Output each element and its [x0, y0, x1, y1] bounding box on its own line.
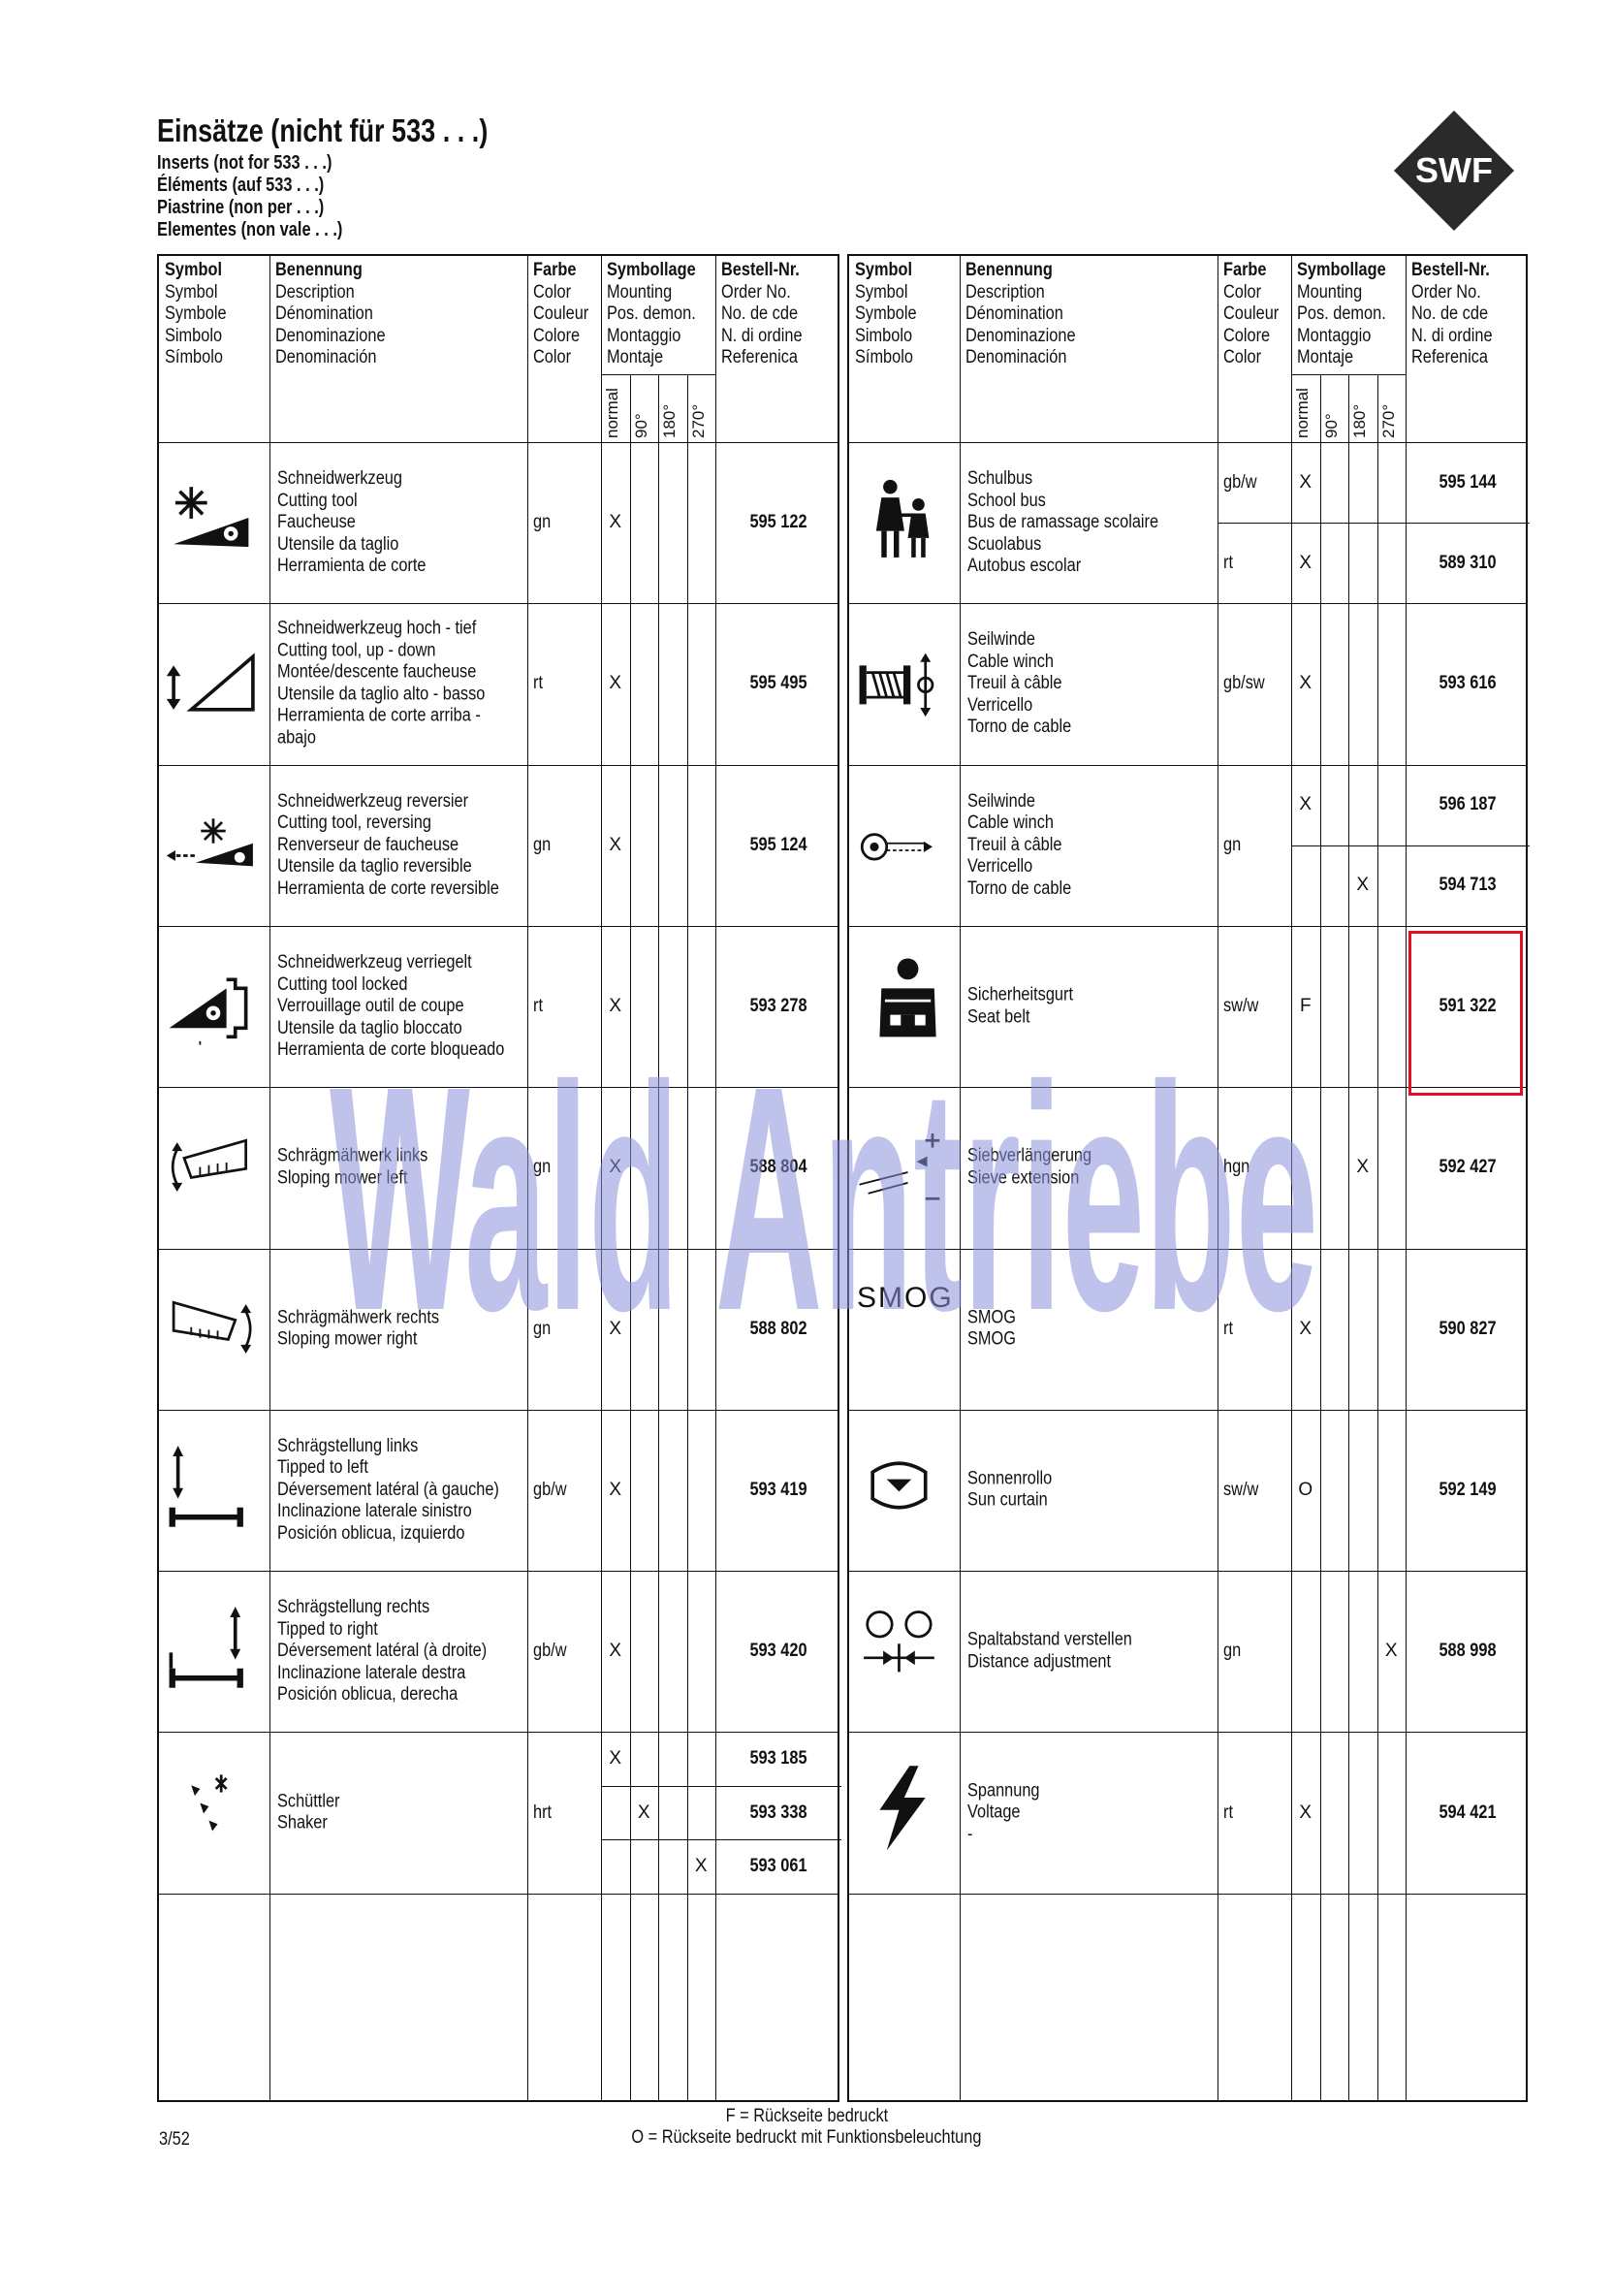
header-text: Color	[533, 281, 572, 303]
description-line: Distance adjustment	[967, 1651, 1112, 1673]
header-text: Symbol	[855, 260, 913, 280]
description-line: Sonnenrollo	[967, 1468, 1053, 1489]
item-color: gn	[533, 1157, 552, 1178]
mounting-mark: X	[609, 1748, 622, 1770]
header-name	[275, 260, 403, 369]
subrow-divider	[601, 1839, 841, 1840]
order-number: 595 124	[749, 834, 807, 855]
header-text: Referenica	[721, 347, 799, 367]
item-color: sw/w	[1223, 996, 1259, 1017]
row-divider	[849, 1410, 1526, 1411]
description-line: Inclinazione laterale sinistro	[277, 1501, 472, 1522]
description-line: Spaltabstand verstellen	[967, 1629, 1132, 1650]
description-line: abajo	[277, 727, 316, 749]
mounting-mark: X	[609, 1641, 622, 1662]
description-line: Posición oblicua, derecha	[277, 1684, 459, 1705]
header-text: Símbolo	[165, 347, 223, 367]
tipped-right-icon	[165, 1598, 262, 1695]
description-line: Verrouillage outil de coupe	[277, 995, 464, 1016]
header-text: Benennung	[965, 260, 1053, 280]
cutting-tool-locked-icon	[165, 953, 262, 1050]
header-divider	[849, 442, 1526, 443]
header-color	[1223, 260, 1288, 369]
item-color: gn	[533, 512, 552, 533]
order-number: 593 338	[749, 1802, 807, 1823]
distance-adjustment-icon	[855, 1598, 952, 1695]
shaker-icon	[165, 1759, 262, 1856]
mounting-mark: X	[609, 1479, 622, 1500]
mounting-mark: X	[1356, 875, 1370, 896]
description-line: Déversement latéral (à gauche)	[277, 1479, 499, 1500]
swf-logo	[1392, 109, 1516, 233]
description-line: Seat belt	[967, 1006, 1030, 1028]
row-divider	[849, 1732, 1526, 1733]
position-label: 90°	[1321, 413, 1341, 438]
column-divider	[1406, 256, 1407, 2100]
header-text: Montaggio	[607, 325, 681, 346]
order-number: 595 144	[1439, 471, 1497, 493]
highlight-box	[1408, 931, 1523, 1096]
position-divider	[1320, 374, 1321, 2100]
item-description	[967, 1468, 1065, 1512]
description-line: Sieve extension	[967, 1167, 1080, 1189]
tipped-left-icon	[165, 1437, 262, 1534]
sloping-mower-left-icon	[165, 1114, 262, 1211]
mounting-mark: X	[1299, 1318, 1313, 1339]
column-divider	[960, 256, 961, 2100]
header-text: Description	[965, 281, 1045, 303]
header-text: Bestell-Nr.	[1411, 260, 1490, 280]
description-line: Déversement latéral (à droite)	[277, 1641, 488, 1661]
column-divider	[1291, 256, 1292, 2100]
mounting-mark: O	[1298, 1479, 1313, 1500]
cutting-tool-icon	[165, 469, 262, 566]
mounting-mark: X	[1299, 794, 1313, 815]
position-divider	[630, 374, 631, 2100]
mounting-mark: X	[609, 996, 622, 1017]
mounting-mark: X	[1384, 1641, 1398, 1662]
seat-belt-icon	[855, 953, 952, 1050]
description-line: Posición oblicua, izquierdo	[277, 1522, 465, 1544]
position-label: normal	[1293, 388, 1312, 438]
header-text: Denominación	[965, 347, 1067, 367]
cable-winch-2-icon	[855, 792, 952, 889]
item-color: rt	[1223, 1802, 1233, 1823]
description-line: Schneidwerkzeug hoch - tief	[277, 618, 477, 639]
order-number: 593 061	[749, 1855, 807, 1876]
item-color: sw/w	[1223, 1479, 1259, 1500]
description-line: Cutting tool, reversing	[277, 813, 431, 833]
header-text: N. di ordine	[721, 325, 803, 346]
header-color	[533, 260, 598, 369]
position-label: 270°	[1378, 403, 1398, 438]
position-label: 90°	[631, 413, 650, 438]
description-line: Schüttler	[277, 1791, 340, 1812]
item-color: rt	[1223, 552, 1233, 573]
description-line: Schrägmähwerk links	[277, 1145, 428, 1166]
item-color: gn	[533, 1318, 552, 1339]
school-bus-icon	[855, 469, 952, 566]
description-line: Spannung	[967, 1779, 1040, 1801]
description-line: Cutting tool, up - down	[277, 640, 436, 661]
description-line: Montée/descente faucheuse	[277, 661, 477, 683]
cutting-tool-reverse-icon	[165, 792, 262, 889]
row-divider	[159, 1410, 838, 1411]
order-number: 588 804	[749, 1157, 807, 1178]
header-text: Montaje	[607, 347, 664, 367]
order-number: 596 187	[1439, 794, 1497, 815]
row-divider	[159, 603, 838, 604]
item-description	[277, 619, 519, 749]
item-color: gn	[533, 834, 552, 855]
description-line: School bus	[967, 490, 1046, 511]
description-line: Renverseur de faucheuse	[277, 834, 459, 855]
voltage-icon	[855, 1759, 952, 1856]
order-number: 588 802	[749, 1318, 807, 1339]
mounting-mark: X	[1299, 673, 1313, 694]
item-color: gb/w	[1223, 471, 1257, 493]
header-text: Pos. demon.	[1297, 303, 1386, 324]
header-text: Denominazione	[275, 325, 386, 346]
description-line: Tipped to left	[277, 1457, 368, 1479]
item-color: gb/w	[533, 1479, 567, 1500]
mounting-mark: X	[637, 1802, 650, 1823]
order-number: 592 149	[1439, 1479, 1497, 1500]
subrow-divider	[1291, 845, 1530, 846]
description-line: Herramienta de corte reversible	[277, 877, 499, 899]
description-line: Herramienta de corte arriba -	[277, 705, 481, 726]
order-number: 594 713	[1439, 875, 1497, 896]
header-text: Colore	[533, 325, 581, 346]
mounting-mark: X	[609, 673, 622, 694]
description-line: Cable winch	[967, 813, 1055, 833]
header-text: Symbol	[165, 260, 223, 280]
order-number: 595 122	[749, 512, 807, 533]
order-number: 590 827	[1439, 1318, 1497, 1339]
mounting-mark: F	[1299, 996, 1312, 1017]
header-text: Farbe	[533, 260, 577, 280]
item-color: hgn	[1223, 1157, 1250, 1178]
header-text: Couleur	[1223, 303, 1280, 324]
row-divider	[159, 926, 838, 927]
header-text: Mounting	[607, 281, 673, 303]
smog-icon: SMOG	[857, 1281, 954, 1314]
description-line: Sloping mower left	[277, 1167, 408, 1189]
description-line: Inclinazione laterale destra	[277, 1662, 466, 1683]
description-line: Schrägstellung rechts	[277, 1597, 430, 1617]
column-divider	[527, 256, 528, 2100]
header-text: No. de cde	[1411, 303, 1489, 324]
row-divider	[849, 765, 1526, 766]
item-description	[967, 985, 1091, 1029]
position-header-divider	[1291, 374, 1406, 375]
description-line: Utensile da taglio	[277, 533, 399, 555]
item-color: rt	[533, 996, 543, 1017]
description-line: Seilwinde	[967, 790, 1035, 812]
description-line: Siebverlängerung	[967, 1145, 1092, 1166]
position-header-divider	[601, 374, 715, 375]
description-line: Sun curtain	[967, 1489, 1048, 1511]
row-divider	[849, 1894, 1526, 1895]
row-divider	[159, 765, 838, 766]
mounting-mark: X	[609, 1318, 622, 1339]
description-line: Utensile da taglio bloccato	[277, 1017, 462, 1038]
item-color: rt	[1223, 1318, 1233, 1339]
description-line: Voltage	[967, 1802, 1021, 1823]
header-text: Montaje	[1297, 347, 1354, 367]
description-line: Herramienta de corte	[277, 555, 427, 576]
header-text: Color	[533, 347, 572, 367]
header-order	[721, 260, 815, 369]
mounting-mark: X	[1299, 471, 1313, 493]
item-description	[277, 952, 542, 1062]
description-line: Schneidwerkzeug reversier	[277, 790, 469, 812]
subtitle-line: Inserts (not for 533 . . .)	[157, 152, 332, 174]
header-text: Colore	[1223, 325, 1271, 346]
mounting-mark: X	[1356, 1157, 1370, 1178]
item-description	[967, 629, 1089, 739]
description-line: Autobus escolar	[967, 555, 1082, 576]
description-line: Faucheuse	[277, 511, 356, 532]
footnote-f: F = Rückseite bedruckt	[725, 2106, 888, 2126]
order-number: 593 278	[749, 996, 807, 1017]
sieve-extension-icon	[855, 1114, 952, 1211]
row-divider	[159, 1087, 838, 1088]
description-line: Bus de ramassage scolaire	[967, 511, 1159, 532]
description-line: Cutting tool locked	[277, 973, 408, 995]
order-number: 593 616	[1439, 673, 1497, 694]
description-line: -	[967, 1823, 973, 1844]
position-divider	[687, 374, 688, 2100]
header-text: Simbolo	[855, 325, 913, 346]
description-line: Torno de cable	[967, 877, 1072, 899]
header-text: Dénomination	[275, 303, 373, 324]
item-description	[277, 1436, 535, 1546]
description-line: Verricello	[967, 694, 1033, 716]
subrow-divider	[601, 1786, 841, 1787]
position-label: 180°	[660, 403, 679, 438]
logo-text: SWF	[1415, 150, 1493, 190]
item-color: gb/sw	[1223, 673, 1265, 694]
header-symbol	[165, 260, 237, 369]
column-divider	[269, 256, 270, 2100]
mounting-mark: X	[1299, 552, 1313, 573]
position-divider	[658, 374, 659, 2100]
item-description	[277, 1791, 350, 1834]
item-color: rt	[533, 673, 543, 694]
item-description	[967, 1146, 1112, 1190]
order-number: 589 310	[1439, 552, 1497, 573]
description-line: Shaker	[277, 1812, 328, 1834]
header-text: Símbolo	[855, 347, 913, 367]
header-text: Denominación	[275, 347, 377, 367]
description-line: Sloping mower right	[277, 1328, 418, 1350]
header-text: N. di ordine	[1411, 325, 1493, 346]
description-line: Schneidwerkzeug	[277, 467, 402, 489]
item-description	[967, 1630, 1159, 1674]
item-color: gb/w	[533, 1641, 567, 1662]
header-text: Bestell-Nr.	[721, 260, 800, 280]
page-number: 3/52	[159, 2129, 190, 2150]
item-color: hrt	[533, 1802, 553, 1823]
header-divider	[159, 442, 838, 443]
header-text: Simbolo	[165, 325, 223, 346]
row-divider	[159, 1249, 838, 1250]
description-line: Tipped to right	[277, 1618, 378, 1640]
item-description	[277, 1307, 465, 1351]
header-text: Symbollage	[1297, 260, 1386, 280]
header-text: Order No.	[1411, 281, 1481, 303]
row-divider	[849, 603, 1526, 604]
watermark-text: Wald Antriebe	[330, 1019, 1318, 1377]
order-number: 595 495	[749, 673, 807, 694]
description-line: Verricello	[967, 856, 1033, 877]
page-title-block	[157, 114, 560, 241]
description-line: Cutting tool	[277, 490, 358, 511]
item-description	[967, 791, 1089, 901]
page-title: Einsätze (nicht für 533 . . .)	[157, 112, 489, 148]
header-text: Color	[1223, 281, 1262, 303]
order-number: 592 427	[1439, 1157, 1497, 1178]
description-line: SMOG	[967, 1307, 1016, 1328]
page-subtitles	[157, 152, 560, 241]
header-text: Pos. demon.	[607, 303, 696, 324]
subtitle-line: Elementes (non vale . . .)	[157, 219, 343, 240]
header-text: Symbole	[165, 303, 227, 324]
header-text: Symbol	[165, 281, 218, 303]
subrow-divider	[1218, 523, 1530, 524]
row-divider	[159, 1732, 838, 1733]
position-divider	[1348, 374, 1349, 2100]
cable-winch-icon	[855, 630, 952, 727]
item-description	[277, 1597, 521, 1706]
row-divider	[849, 926, 1526, 927]
inserts-table-right	[847, 254, 1528, 2102]
mounting-mark: X	[609, 1157, 622, 1178]
item-description	[967, 1780, 1052, 1846]
mounting-mark: X	[609, 512, 622, 533]
item-description	[277, 791, 535, 901]
inserts-table-left	[157, 254, 839, 2102]
item-color: gn	[1223, 834, 1242, 855]
header-text: Symbole	[855, 303, 917, 324]
column-divider	[601, 256, 602, 2100]
header-name	[965, 260, 1093, 369]
header-text: Order No.	[721, 281, 791, 303]
description-line: Schneidwerkzeug verriegelt	[277, 951, 472, 973]
header-text: Symbollage	[607, 260, 696, 280]
description-line: SMOG	[967, 1328, 1016, 1350]
order-number: 593 185	[749, 1748, 807, 1770]
description-line: Treuil à câble	[967, 673, 1062, 694]
description-line: Torno de cable	[967, 717, 1072, 738]
header-text: Mounting	[1297, 281, 1363, 303]
subtitle-line: Éléments (auf 533 . . .)	[157, 175, 325, 196]
description-line: Sicherheitsgurt	[967, 984, 1073, 1005]
header-text: No. de cde	[721, 303, 799, 324]
item-description	[277, 1146, 453, 1190]
item-description	[967, 1307, 1024, 1351]
item-description	[277, 468, 450, 578]
order-number: 593 419	[749, 1479, 807, 1500]
description-line: Treuil à câble	[967, 834, 1062, 855]
header-symbol	[855, 260, 927, 369]
description-line: Herramienta de corte bloqueado	[277, 1038, 505, 1060]
header-text: Dénomination	[965, 303, 1063, 324]
order-number: 591 322	[1439, 996, 1497, 1017]
mounting-mark: X	[694, 1855, 708, 1876]
description-line: Schrägstellung links	[277, 1435, 419, 1456]
item-description	[967, 468, 1189, 578]
header-mounting	[1297, 260, 1401, 369]
header-text: Farbe	[1223, 260, 1267, 280]
footnote-o: O = Rückseite bedruckt mit Funktionsbeleuchtung	[631, 2127, 982, 2148]
description-line: Utensile da taglio alto - basso	[277, 684, 486, 705]
header-text: Referenica	[1411, 347, 1489, 367]
description-line: Schulbus	[967, 467, 1033, 489]
description-line: Utensile da taglio reversible	[277, 856, 472, 877]
position-label: 270°	[688, 403, 708, 438]
column-divider	[715, 256, 716, 2100]
row-divider	[849, 1571, 1526, 1572]
header-text: Montaggio	[1297, 325, 1372, 346]
header-text: Denominazione	[965, 325, 1076, 346]
subtitle-line: Piastrine (non per . . .)	[157, 197, 325, 218]
header-text: Symbol	[855, 281, 908, 303]
position-label: normal	[603, 388, 621, 438]
mounting-mark: X	[1299, 1802, 1313, 1823]
header-text: Color	[1223, 347, 1262, 367]
header-text: Description	[275, 281, 355, 303]
mounting-mark: X	[609, 834, 622, 855]
description-line: Scuolabus	[967, 533, 1042, 555]
description-line: Schrägmähwerk rechts	[277, 1307, 440, 1328]
header-mounting	[607, 260, 711, 369]
item-color: gn	[1223, 1641, 1242, 1662]
description-line: Cable winch	[967, 651, 1055, 672]
sun-curtain-icon	[855, 1437, 952, 1534]
position-divider	[1377, 374, 1378, 2100]
order-number: 594 421	[1439, 1802, 1497, 1823]
row-divider	[849, 1249, 1526, 1250]
row-divider	[159, 1571, 838, 1572]
header-order	[1411, 260, 1505, 369]
description-line: Seilwinde	[967, 629, 1035, 651]
position-label: 180°	[1350, 403, 1369, 438]
cutting-tool-up-down-icon	[165, 630, 262, 727]
sloping-mower-right-icon	[165, 1276, 262, 1373]
header-text: Couleur	[533, 303, 589, 324]
order-number: 593 420	[749, 1641, 807, 1662]
header-text: Benennung	[275, 260, 363, 280]
order-number: 588 998	[1439, 1641, 1497, 1662]
row-divider	[159, 1894, 838, 1895]
